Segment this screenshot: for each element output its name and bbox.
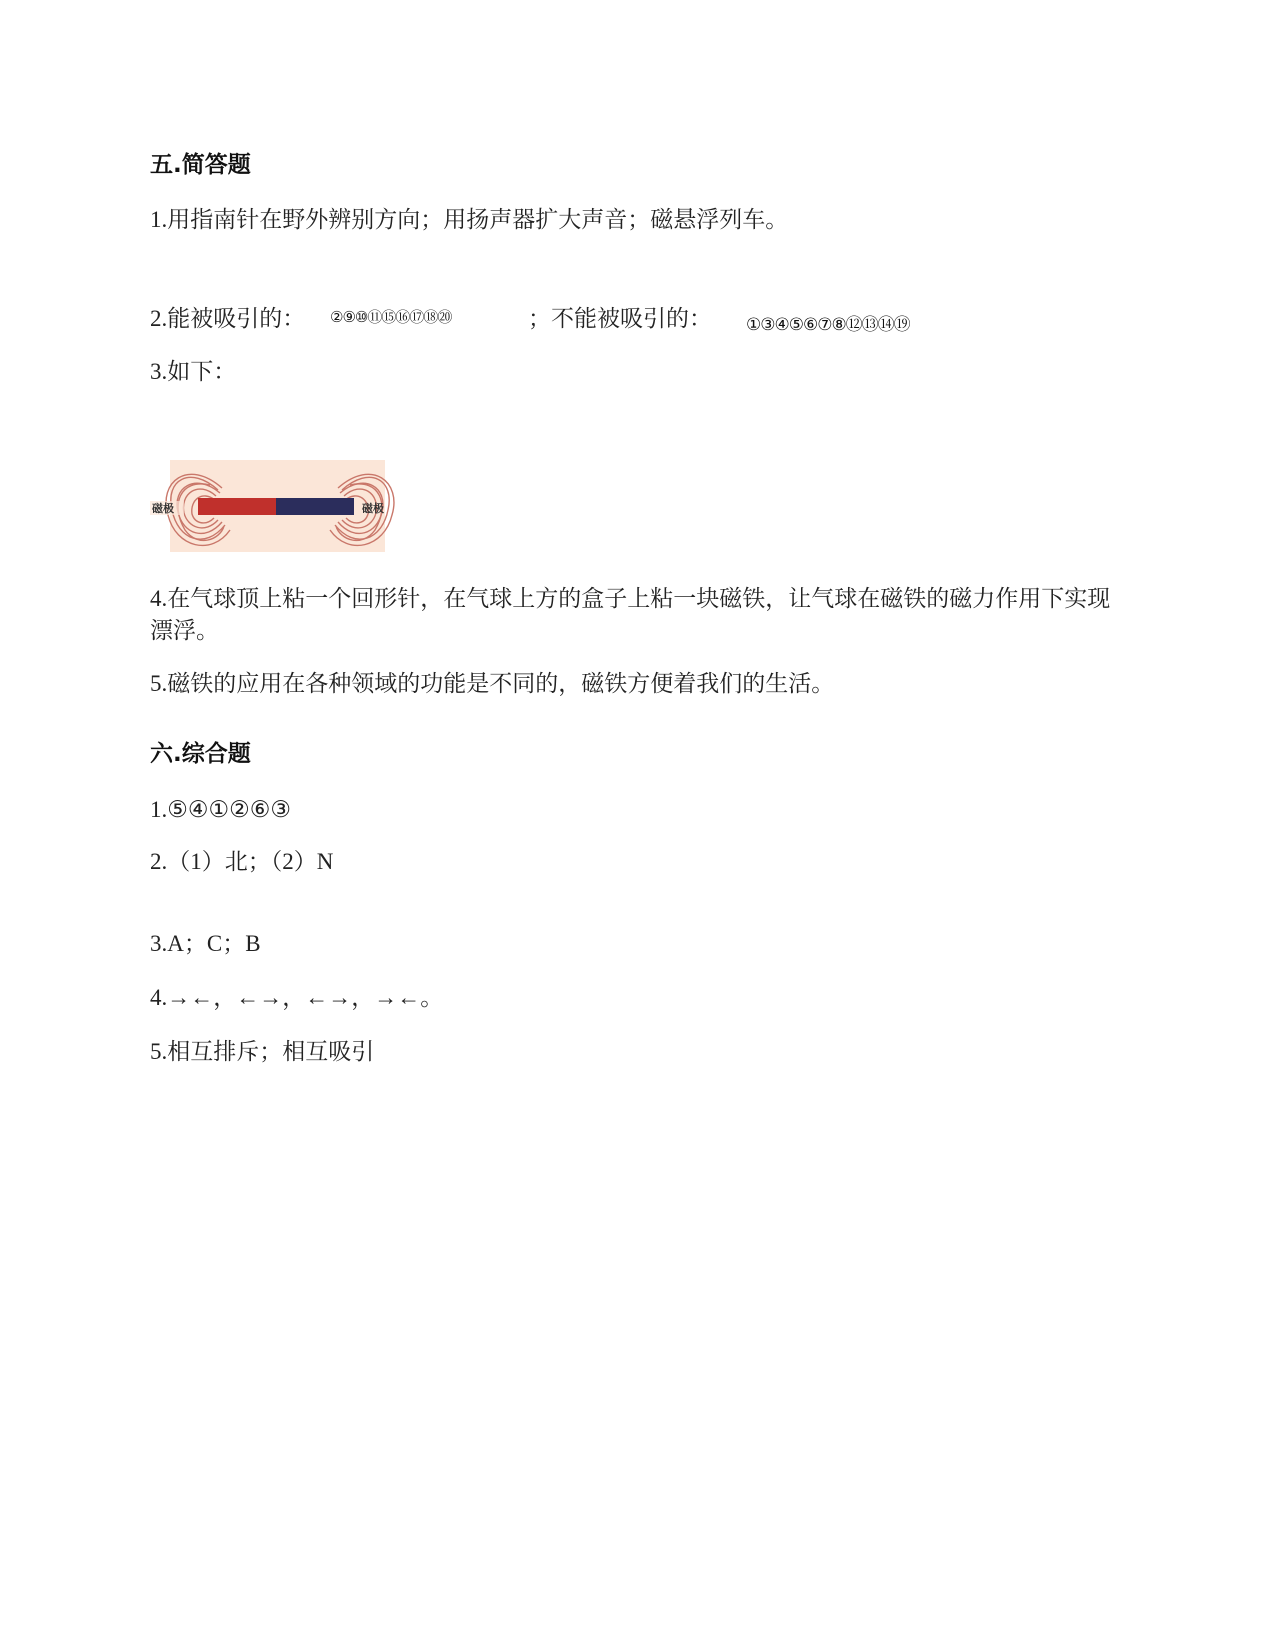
s5-answer-2-separator: ；不能被吸引的： — [528, 306, 712, 331]
s5-answer-2-prefix: 2.能被吸引的： — [150, 306, 306, 331]
section-6-title: 六.综合题 — [150, 741, 251, 767]
s6-answer-1: 1.⑤④①②⑥③ — [150, 797, 291, 822]
magnet-north-half — [198, 498, 276, 515]
s5-answer-2-not-attracted: ①③④⑤⑥⑦⑧⑫⑬⑭⑲ — [746, 315, 910, 335]
right-pole-label: 磁极 — [362, 502, 384, 515]
s5-answer-2-attracted: ②⑨⑩⑪⑮⑯⑰⑱⑳ — [330, 308, 452, 326]
left-pole-label: 磁极 — [152, 502, 174, 515]
s6-answer-4: 4.→←，←→，←→，→←。 — [150, 985, 444, 1010]
s6-answer-3: 3.A；C；B — [150, 931, 261, 956]
s5-answer-1: 1.用指南针在野外辨别方向；用扬声器扩大声音；磁悬浮列车。 — [150, 207, 789, 232]
s5-answer-5: 5.磁铁的应用在各种领域的功能是不同的，磁铁方便着我们的生活。 — [150, 671, 835, 696]
s5-answer-3: 3.如下： — [150, 359, 237, 384]
s6-answer-2: 2.（1）北；（2）N — [150, 849, 334, 874]
s5-answer-4: 4.在气球顶上粘一个回形针，在气球上方的盒子上粘一块磁铁，让气球在磁铁的磁力作用下实现漂浮。 — [150, 586, 1111, 643]
s6-answer-5: 5.相互排斥；相互吸引 — [150, 1039, 375, 1064]
bar-magnet-field-figure — [150, 460, 410, 560]
magnet-south-half — [276, 498, 354, 515]
section-5-title: 五.简答题 — [150, 152, 251, 178]
